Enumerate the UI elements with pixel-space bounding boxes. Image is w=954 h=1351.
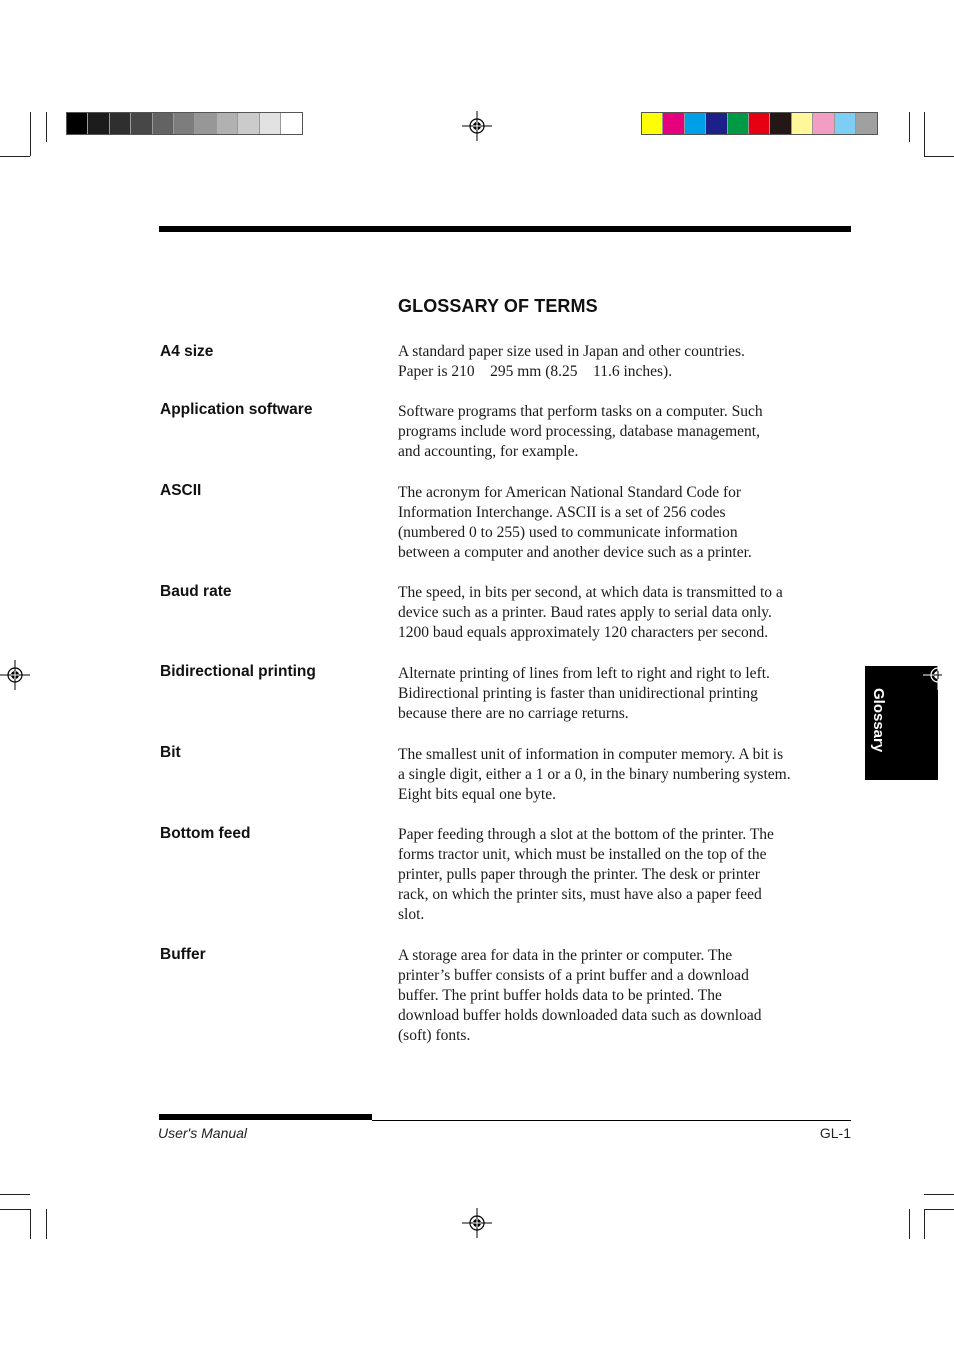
definition-line: Eight bits equal one byte. [398, 786, 556, 803]
definition-line: forms tractor unit, which must be installed on the top of the [398, 846, 767, 863]
trim-mark [909, 1209, 910, 1239]
definition-line: Alternate printing of lines from left to right and right to left. [398, 665, 770, 682]
calibration-swatch [110, 113, 131, 134]
calibration-swatch [685, 113, 706, 134]
trim-mark [46, 1209, 47, 1239]
trim-mark [0, 1209, 30, 1210]
glossary-term: Baud rate [160, 583, 232, 600]
glossary-definition [398, 825, 856, 925]
header-rule [159, 226, 851, 232]
calibration-swatch [706, 113, 727, 134]
calibration-swatch [642, 113, 663, 134]
definition-line: because there are no carriage returns. [398, 705, 629, 722]
trim-mark [0, 1194, 30, 1195]
calibration-swatch [281, 113, 302, 134]
trim-mark [30, 112, 31, 156]
definition-line: printer, pulls paper through the printer. The desk or printer [398, 866, 760, 883]
calibration-swatch [813, 113, 834, 134]
definition-line: The speed, in bits per second, at which data is transmitted to a [398, 584, 783, 601]
trim-mark [30, 1209, 31, 1239]
registration-mark-icon [462, 111, 492, 141]
calibration-swatch [67, 113, 88, 134]
calibration-swatch [663, 113, 684, 134]
trim-mark [924, 156, 954, 157]
calibration-swatch [749, 113, 770, 134]
calibration-swatch [856, 113, 877, 134]
glossary-definition [398, 946, 856, 1046]
definition-line: programs include word processing, database management, [398, 423, 760, 440]
definition-line: device such as a printer. Baud rates apply to serial data only. [398, 604, 772, 621]
calibration-swatch [174, 113, 195, 134]
definition-line: Information Interchange. ASCII is a set of 256 codes [398, 504, 726, 521]
glossary-term: Bottom feed [160, 825, 251, 842]
trim-mark [924, 1209, 954, 1210]
glossary-term: A4 size [160, 343, 214, 360]
page-title: GLOSSARY OF TERMS [398, 296, 598, 316]
section-tab-label: Glossary [870, 688, 887, 753]
calibration-swatch [195, 113, 216, 134]
definition-line: A storage area for data in the printer or computer. The [398, 947, 733, 964]
trim-mark [909, 112, 910, 142]
glossary-term: ASCII [160, 482, 202, 499]
glossary-definition [398, 483, 856, 563]
trim-mark [924, 1194, 954, 1195]
registration-mark-icon [0, 660, 30, 690]
glossary-term: Bidirectional printing [160, 663, 316, 680]
trim-mark [924, 112, 925, 156]
calibration-swatch [260, 113, 281, 134]
glossary-definition [398, 745, 856, 805]
glossary-definition [398, 583, 856, 643]
definition-line: Paper feeding through a slot at the bottom of the printer. The [398, 826, 774, 843]
footer-rule-thick [159, 1114, 372, 1120]
trim-mark [46, 112, 47, 142]
definition-line: download buffer holds downloaded data such as download [398, 1007, 762, 1024]
grayscale-calibration-bar [66, 112, 303, 135]
definition-line: between a computer and another device such as a printer. [398, 544, 752, 561]
definition-line: A standard paper size used in Japan and other countries. [398, 343, 745, 360]
color-calibration-bar [641, 112, 878, 135]
definition-line: a single digit, either a 1 or a 0, in the binary numbering system. [398, 766, 791, 783]
definition-line: The smallest unit of information in computer memory. A bit is [398, 746, 784, 763]
registration-mark-icon [923, 660, 953, 690]
definition-line: buffer. The print buffer holds data to be printed. The [398, 987, 722, 1004]
definition-line: (numbered 0 to 255) used to communicate information [398, 524, 738, 541]
calibration-swatch [792, 113, 813, 134]
definition-line: and accounting, for example. [398, 443, 579, 460]
glossary-definition [398, 402, 856, 462]
registration-mark-icon [462, 1208, 492, 1238]
definition-line: slot. [398, 906, 425, 923]
footer-rule-thin [372, 1120, 851, 1121]
footer-manual-title: User's Manual [158, 1125, 248, 1141]
calibration-swatch [770, 113, 791, 134]
definition-line: 1200 baud equals approximately 120 characters per second. [398, 624, 769, 641]
calibration-swatch [728, 113, 749, 134]
definition-line: printer’s buffer consists of a print buffer and a download [398, 967, 749, 984]
calibration-swatch [217, 113, 238, 134]
trim-mark [0, 156, 30, 157]
definition-line: The acronym for American National Standard Code for [398, 484, 742, 501]
glossary-term: Buffer [160, 946, 206, 963]
glossary-definition [398, 342, 856, 382]
definition-line: Software programs that perform tasks on a computer. Such [398, 403, 763, 420]
trim-mark [924, 1209, 925, 1239]
calibration-swatch [88, 113, 109, 134]
calibration-swatch [131, 113, 152, 134]
glossary-term: Bit [160, 744, 181, 761]
footer-page-number: GL-1 [819, 1125, 851, 1141]
calibration-swatch [835, 113, 856, 134]
glossary-term: Application software [160, 401, 313, 418]
definition-line: Bidirectional printing is faster than unidirectional printing [398, 685, 758, 702]
calibration-swatch [238, 113, 259, 134]
glossary-definition [398, 664, 856, 724]
definition-line: Paper is 210 295 mm (8.25 11.6 inches). [398, 363, 673, 380]
definition-line: rack, on which the printer sits, must have also a paper feed [398, 886, 762, 903]
calibration-swatch [153, 113, 174, 134]
definition-line: (soft) fonts. [398, 1027, 471, 1044]
